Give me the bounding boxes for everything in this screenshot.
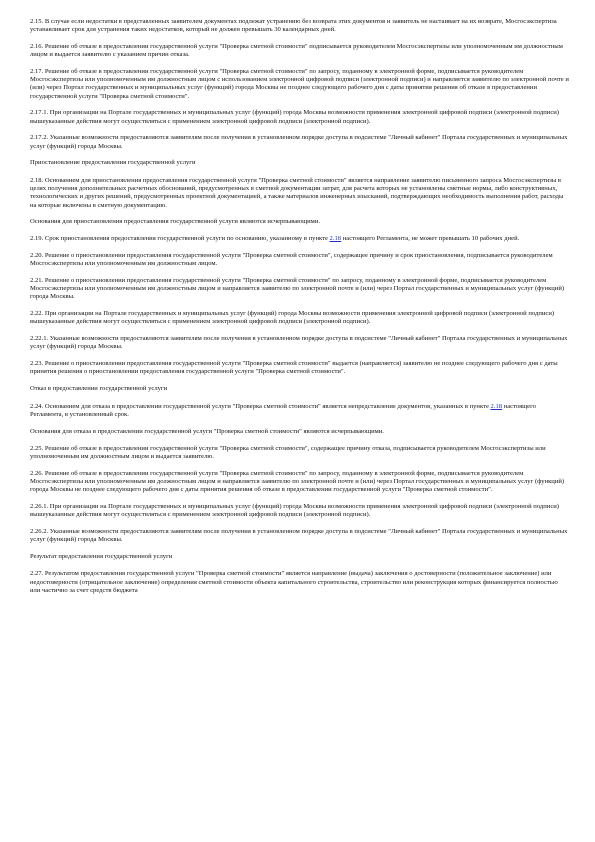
paragraph-text: настоящего Регламента, не может превышать 10 рабочих дней.: [341, 235, 520, 243]
paragraph-text: настоящего Регламента, в установленный срок.: [30, 402, 536, 418]
document-body: [30, 18, 569, 595]
document-paragraph: 2.26. Решение об отказе в предоставлении государственной услуги "Проверка сметной стоимости" по запросу, поданному в электронной форме, подписывается руководителем Мосгосэкспертизы или уполномоченным им должностным лицом и направляется заявителю по электронной почте и (или) через Портал государственных и муниципальных услуг (функций) города Москвы не позднее следующего рабочего дня с даты принятия решения об отказе в предоставлении государственной услуги "Проверка сметной стоимости".: [30, 469, 565, 493]
document-paragraph: 2.26.1. При организации на Портале государственных и муниципальных услуг (функций) города Москвы возможности применения электронной цифровой подписи (электронной подписи) вышеуказанные действия могут осуществляться с применением электронной цифровой подписи (электронной подписи).: [30, 502, 559, 518]
document-paragraph: 2.16. Решение об отказе в предоставлении государственной услуги "Проверка сметной стоимости" подписывается руководителем Мосгосэкспертизы или уполномоченным им должностным лицом и выдается заявителю с указанием причин отказа.: [30, 43, 563, 59]
document-paragraph: 2.20. Решение о приостановлении предоставления государственной услуги "Проверка сметной стоимости", содержащее причину и срок приостановления, подписывается руководителем Мосгосэкспертизы или уполномоченным им должностным лицом.: [30, 252, 553, 268]
section-heading: Результат предоставления государственной услуги: [30, 552, 173, 560]
document-paragraph: 2.17.2. Указанные возможности предоставляются заявителям после получения в установленном порядке доступа в подсистеме "Личный кабинет" Портала государственных и муниципальных услуг (функций) города Москвы.: [30, 134, 568, 150]
section-heading: Приостановление предоставления государственной услуги: [30, 159, 196, 167]
document-paragraph: [30, 235, 569, 243]
paragraph-text: 2.24. Основанием для отказа в предоставлении государственной услуги "Проверка сметной стоимости" является непредставление документов, указанных в пункте: [30, 402, 491, 410]
document-paragraph: 2.17.1. При организации на Портале государственных и муниципальных услуг (функций) города Москвы возможности применения электронной цифровой подписи (электронной подписи) вышеуказанные действия могут осуществляться с применением электронной цифровой подписи (электронной подписи).: [30, 109, 559, 125]
document-paragraph: 2.18. Основанием для приостановления предоставления государственной услуги "Проверка сметной стоимости" является направление заявителю письменного запроса Мосгосэкспертизы в целях получения дополнительных расчетных обоснований, предусмотренных в сметной документации затрат, для расчета которых не установлены сметные нормы, либо конструктивных, технологических и других решений, предусмотренных проектной документацией, а также материалов инженерных изысканий, подтверждающих необходимость выполнения работ, расходы на которые включены в сметную документацию.: [30, 177, 564, 209]
document-paragraph: 2.21. Решение о приостановлении предоставления государственной услуги "Проверка сметной стоимости" по запросу, поданному в электронной форме, подписывается руководителем Мосгосэкспертизы или уполномоченным им должностным лицом и направляется заявителю по электронной почте и (или) через Портал государственных и муниципальных услуг (функций) города Москвы.: [30, 277, 565, 301]
clause-reference-link[interactable]: 2.18: [329, 235, 342, 243]
document-paragraph: 2.22.1. Указанные возможности предоставляются заявителям после получения в установленном порядке доступа в подсистеме "Личный кабинет" Портала государственных и муниципальных услуг (функций) города Москвы.: [30, 335, 568, 351]
document-paragraph: 2.26.2. Указанные возможности предоставляются заявителям после получения в установленном порядке доступа в подсистеме "Личный кабинет" Портала государственных и муниципальных услуг (функций) города Москвы.: [30, 527, 568, 543]
document-paragraph: 2.17. Решение об отказе в предоставлении государственной услуги "Проверка сметной стоимости" по запросу, поданному в электронной форме, подписывается руководителем Мосгосэкспертизы или уполномоченным им должностным лицом с использованием электронной цифровой подписи (электронной подписи) и направляется заявителю по электронной почте и (или) через Портал государственных и муниципальных услуг (функций) города Москвы не позднее следующего рабочего дня с даты принятия решения об отказе в предоставлении государственной услуги "Проверка сметной стоимости".: [30, 68, 569, 100]
document-paragraph: Основания для отказа в предоставлении государственной услуги "Проверка сметной стоимости" являются исчерпывающими.: [30, 427, 384, 435]
document-paragraph: 2.25. Решение об отказе в предоставлении государственной услуги "Проверка сметной стоимости", содержащее причину отказа, подписывается руководителем Мосгосэкспертизы или уполномоченным им должностным лицом и выдается заявителю.: [30, 444, 546, 460]
document-paragraph: 2.15. В случае если недостатки в представленных заявителем документах подлежат устранению без возврата этих документов и заявитель не настаивает на их возврате, Мосгосэкспертиза устанавливает срок для устранения таких недостатков, который не должен превышать 30 календарных дней.: [30, 18, 557, 34]
document-paragraph: 2.27. Результатом предоставления государственной услуги "Проверка сметной стоимости" является направление (выдача) заключения о достоверности (положительное заключение) или недостоверности (отрицательное заключение) определения сметной стоимости объекта капитального строительства, строительство или реконструкция которых финансируется полностью или частично за счет средств бюджета: [30, 570, 558, 594]
section-heading: Отказ в предоставлении государственной услуги: [30, 385, 168, 393]
document-paragraph: 2.22. При организации на Портале государственных и муниципальных услуг (функций) города Москвы возможности применения электронной цифровой подписи (электронной подписи) вышеуказанные действия могут осуществляться с применением электронной цифровой подписи (электронной подписи).: [30, 310, 555, 326]
document-paragraph: 2.23. Решение о приостановлении предоставления государственной услуги "Проверка сметной стоимости" выдается (направляется) заявителю не позднее следующего рабочего дня с даты принятия решения о приостановлении предоставления государственной услуги "Проверка сметной стоимости".: [30, 360, 558, 376]
paragraph-text: 2.19. Срок приостановления предоставления государственной услуги по основанию, указанному в пункте: [30, 235, 330, 243]
document-paragraph: Основания для приостановления предоставления государственной услуги являются исчерпывающими.: [30, 218, 321, 226]
clause-reference-link[interactable]: 2.18: [490, 402, 503, 410]
document-paragraph: [30, 403, 569, 419]
